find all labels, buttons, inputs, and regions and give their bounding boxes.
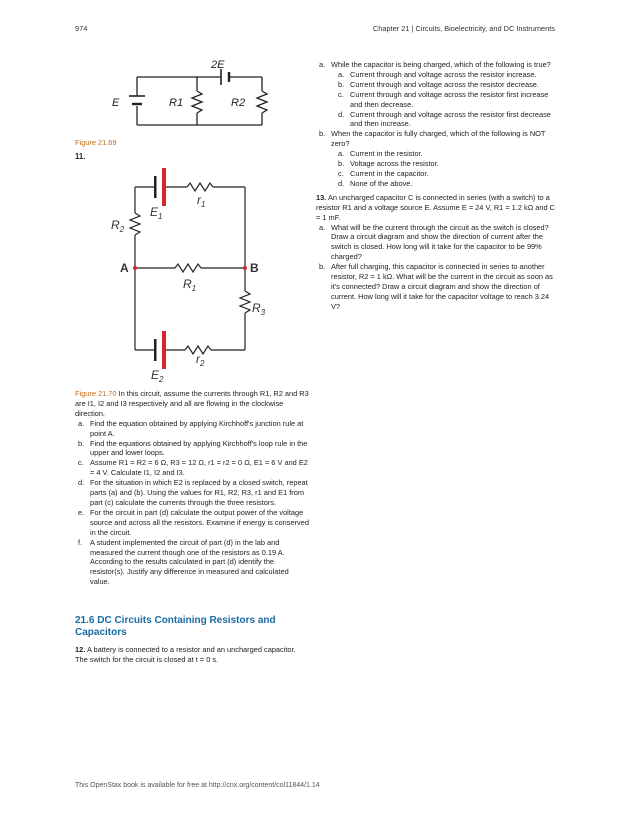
list-item: f. A student implemented the circuit of part (d) in the lab and measured the current though one of the resistors as 0.19 A. According to the results calculated in part (d) identify the resistor(s). Justify any difference in measured and calculated value. [78,537,289,587]
label-e1: E [150,205,159,219]
list-item: d. None of the above. [338,178,413,188]
chapter-title: Chapter 21 | Circuits, Bioelectricity, and DC Instruments [372,24,555,33]
figure-21-69-circuit [105,55,275,135]
figure-21-70-label: Figure 21.70 [75,389,117,398]
svg-text:E1 [150,205,162,221]
list-item: c. Assume R1 = R2 = 6 Ω, R3 = 12 Ω, r1 = r2 = 0 Ω, E1 = 6 V and E2 = 4 V. Calculate I1, I2 and I3. [78,458,308,478]
svg-text:E2 [151,368,164,384]
svg-text:R3 [252,301,266,317]
section-heading: 21.6 DC Circuits Containing Resistors and Capacitors [75,615,276,638]
list-item: a. What will be the current through the circuit as the switch is closed? Draw a circuit diagram and show the direction of current after the switch is closed. How long will it take for the capacitor to be 99% charged? [319,222,549,262]
figure-21-70-caption [75,389,310,419]
list-item: b. After full charging, this capacitor is connected in series to another resistor, R2 = 1 kΩ. What will be the current in the circuit as soon as it's connected? Draw a circuit diagram and show the direction of current. How long will it take for the capacitor voltage to reach 3.24 V? [319,262,553,311]
label-r1-sub: 1 [191,284,197,293]
figure-21-69-caption: Figure 21.69 [75,138,117,147]
svg-text:R1 [183,277,196,293]
right-column [316,60,556,312]
label-r2-sub: 2 [119,225,125,234]
label-2e: 2E [211,59,225,71]
problem-11-number: 11. [75,152,86,161]
problem-12-text: A battery is connected to a resistor and an uncharged capacitor. The switch for the circuit is closed at t = 0 s. [75,645,296,664]
label-e1-sub: 1 [158,212,163,221]
problem-13-number: 13. [316,192,327,202]
svg-text:r1 [197,193,205,209]
list-item: a. Current in the resistor. [338,149,423,159]
label-r2: R [111,218,120,232]
label-e: E [112,97,120,109]
problem-12-part-a: a. While the capacitor is being charged, which of the following is true? [319,60,551,69]
problem-13-intro [316,193,556,223]
label-r2-small-sub: 2 [200,359,205,368]
svg-text:R2 [111,218,125,234]
footer-text: This OpenStax book is available for free at http://cnx.org/content/col11844/1.14 [75,782,320,789]
label-r1: R [183,277,192,291]
page-number: 974 [75,24,88,33]
label-r3: R [252,301,261,315]
node-b-label: B [250,261,259,275]
list-item: c. Current in the capacitor. [338,168,429,178]
list-item: b. Current through and voltage across the resistor decrease. [338,79,539,89]
node-a-label: A [120,261,129,275]
list-item: b. Find the equations obtained by applying Kirchhoff's loop rule in the upper and lower loops. [78,438,308,458]
label-r1-small-sub: 1 [201,200,206,209]
label-e2: E [151,368,160,382]
problem-13-text: An uncharged capacitor C is connected in series (with a switch) to a resistor R1 and a voltage source E. Assume E = 24 V, R1 = 1.2 kΩ and C = 1 mF. [316,192,556,222]
list-item: a. Current through and voltage across the resistor increase. [338,69,537,79]
svg-text:r2 [196,352,205,368]
list-item: d. For the situation in which E2 is replaced by a closed switch, repeat parts (a) and (b). Using the values for R1, R2, R3, r1 and E1 from part (c) calculate the currents through the three resistors. [78,478,308,507]
list-item: e. For the circuit in part (d) calculate the output power of the voltage source and across all the resistors. Examine if energy is conserved in the circuit. [78,507,309,537]
figure-21-70-text: In this circuit, assume the currents through R1, R2 and R3 are I1, I2 and I3 respectively and all are flowing in the clockwise direction. [75,389,309,418]
list-item: a. Find the equation obtained by applying Kirchhoff's junction rule at point A. [78,418,304,438]
list-item: c. Current through and voltage across the resistor first increase and then decrease. [338,89,549,109]
problem-11-body [75,389,310,587]
label-e2-sub: 2 [159,375,164,384]
problem-11-items [75,419,310,587]
label-r1-small: r [197,193,201,207]
list-item: d. Current through and voltage across the resistor first decrease and then increase. [338,109,551,129]
figure-21-70-circuit [105,157,285,385]
problem-12-intro [75,645,310,665]
problem-12-part-b: b. When the capacitor is fully charged, which of the following is NOT zero? [319,129,546,149]
problem-12-number: 12. [75,645,86,654]
list-item: b. Voltage across the resistor. [338,159,439,169]
label-r3-sub: 3 [260,308,266,317]
label-r2: R2 [231,97,246,109]
label-r1: R1 [169,97,184,109]
label-r2-small: r [196,352,200,366]
